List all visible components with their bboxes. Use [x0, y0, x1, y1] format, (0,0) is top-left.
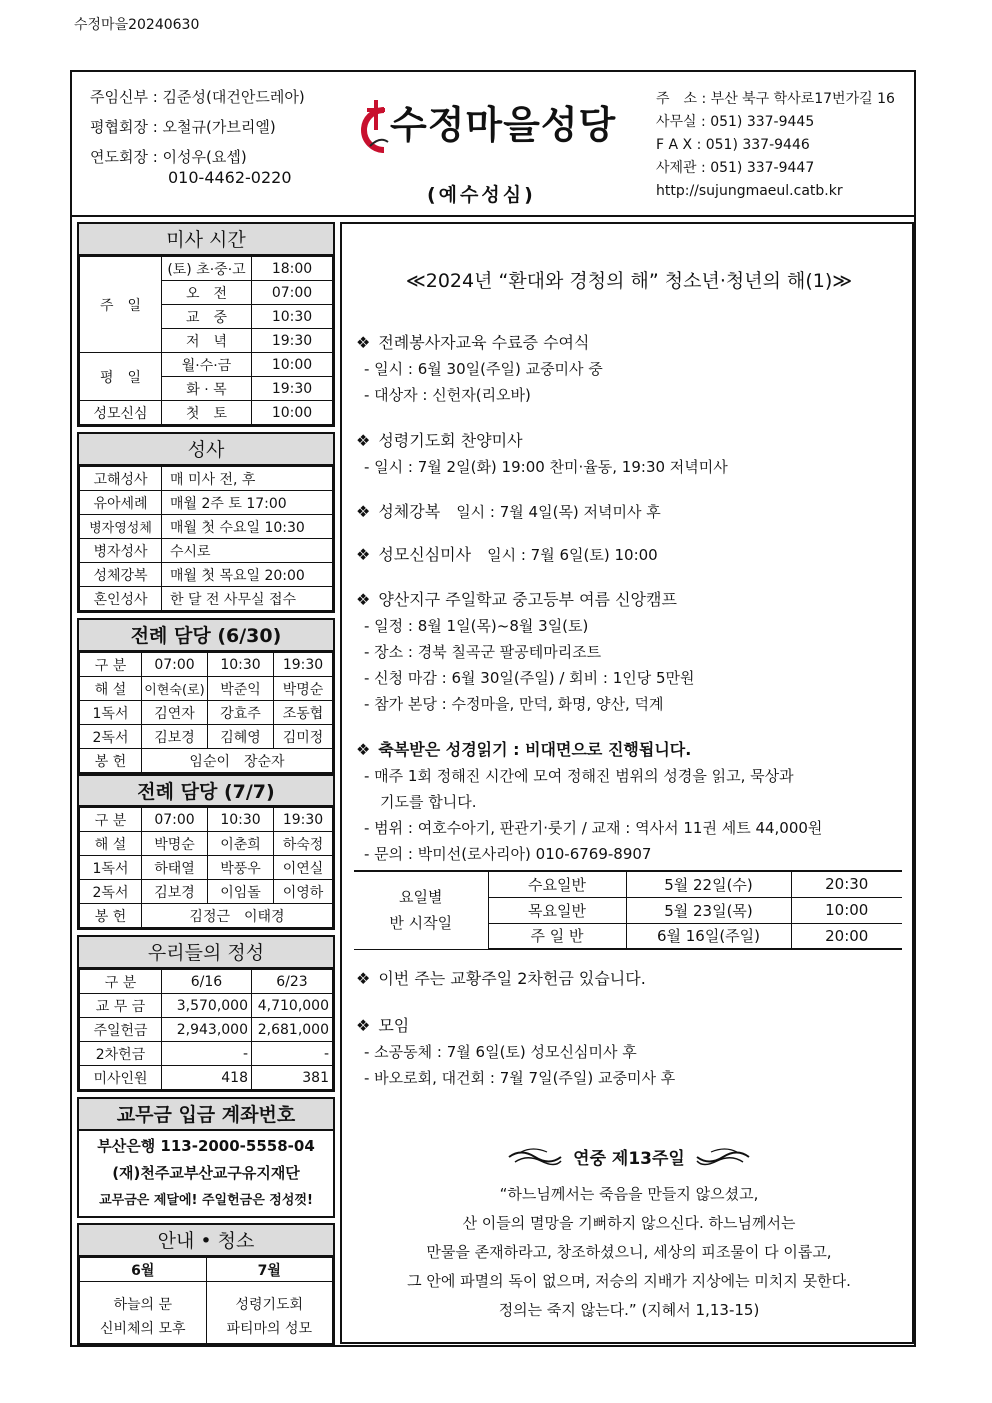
notice-note: 일시 : 7월 4일(목) 저녁미사 후	[456, 503, 661, 521]
offerings-block	[77, 935, 335, 1092]
liturgy-block-0707	[77, 773, 335, 930]
mass-times-title: 미사 시간	[79, 224, 333, 256]
liturgy-person: 조동협	[274, 701, 333, 725]
liturgy-person: 김혜영	[208, 725, 274, 749]
sacrament-name: 병자영성체	[80, 515, 162, 539]
schedule-label	[354, 871, 488, 949]
sunday-title: 연중 제13주일	[573, 1149, 685, 1169]
mass-time: 19:30	[252, 377, 333, 401]
liturgy-role: 2독서	[80, 725, 142, 749]
offering-label: 주일헌금	[80, 1018, 162, 1042]
left-column	[77, 222, 335, 1351]
bullet-icon: ❖	[356, 545, 371, 564]
offering-label: 미사인원	[80, 1066, 162, 1090]
notice-item: - 문의 : 박미선(로사리아) 010-6769-8907	[364, 845, 652, 863]
offerings-title: 우리들의 정성	[79, 937, 333, 969]
quote-line: 만물을 존재하라고, 창조하셨으니, 세상의 피조물이 다 이롭고,	[426, 1242, 832, 1261]
notice-heading: 전례봉사자교육 수료증 수여식	[378, 333, 590, 352]
bullet-icon: ❖	[356, 740, 371, 759]
sacraments-block	[77, 432, 335, 613]
coordinator-phone: 010-4462-0220	[168, 168, 292, 187]
schedule-label-line: 요일별	[399, 888, 443, 907]
notices-panel	[340, 222, 914, 1344]
cleaning-month: 7월	[206, 1258, 333, 1282]
bulletin-header	[72, 72, 914, 217]
mass-times-table	[79, 256, 333, 425]
mass-name: 교 중	[162, 305, 252, 329]
document-id: 수정마을20240630	[74, 17, 200, 33]
sacrament-name: 혼인성사	[80, 587, 162, 611]
liturgy-person: 이임돌	[208, 880, 274, 904]
account-block	[77, 1097, 335, 1218]
mass-name: 저 녁	[162, 329, 252, 353]
notice-note: 일시 : 7월 6일(토) 10:00	[487, 546, 658, 564]
offering-value: 418	[162, 1066, 252, 1090]
offering-value: 2,681,000	[252, 1018, 333, 1042]
mass-name: (토) 초·중·고	[162, 257, 252, 281]
sacrament-value: 한 달 전 사무실 접수	[162, 587, 333, 611]
website-link[interactable]: http://sujungmaeul.catb.kr	[656, 183, 843, 199]
notice-camp	[356, 587, 695, 717]
liturgy-person: 김미정	[274, 725, 333, 749]
liturgy-person: 박명순	[142, 832, 208, 856]
notice-heading: 성령기도회 찬양미사	[378, 431, 523, 450]
schedule-date: 6월 16일(주일)	[626, 923, 791, 949]
liturgy-header: 10:30	[208, 653, 274, 677]
mass-name: 오 전	[162, 281, 252, 305]
pastor-line: 주임신부 : 김준성(대건안드레아)	[90, 88, 305, 106]
notice-second-collection	[356, 966, 646, 992]
fax-number: F A X : 051) 337-9446	[656, 137, 810, 153]
sacrament-value: 수시로	[162, 539, 333, 563]
cleaning-title: 안내 • 청소	[79, 1225, 333, 1257]
offerings-table	[79, 969, 333, 1090]
ornament-right-icon	[695, 1146, 751, 1168]
notice-marian-mass	[356, 542, 658, 568]
sunday-reflection	[342, 1144, 916, 1325]
parish-motto: (예수성심)	[427, 184, 536, 206]
notices-title: ≪2024년 “환대와 경청의 해” 청소년·청년의 해(1)≫	[405, 270, 853, 292]
liturgy-role: 봉 헌	[80, 904, 142, 928]
offering-header: 6/16	[162, 970, 252, 994]
mass-time: 10:00	[252, 401, 333, 425]
schedule-class: 목요일반	[488, 897, 626, 923]
liturgy-header: 구 분	[80, 808, 142, 832]
cleaning-group: 신비체의 모후	[99, 1320, 186, 1337]
sacraments-title: 성사	[79, 434, 333, 466]
cleaning-group: 하늘의 문	[113, 1296, 173, 1313]
sacrament-name: 병자성사	[80, 539, 162, 563]
notice-item: - 일시 : 6월 30일(주일) 교중미사 중	[364, 360, 603, 378]
mass-name: 화 · 목	[162, 377, 252, 401]
schedule-date: 5월 22일(수)	[626, 871, 791, 897]
schedule-class: 주 일 반	[488, 923, 626, 949]
notice-benediction	[356, 499, 661, 525]
account-info	[79, 1131, 333, 1216]
sunday-label: 주 일	[80, 257, 162, 353]
bank-account: 부산은행 113-2000-5558-04	[97, 1137, 315, 1155]
notice-item: - 장소 : 경북 칠곡군 팔공테마리조트	[364, 643, 602, 661]
notice-item: - 범위 : 여호수아기, 판관기·룻기 / 교재 : 역사서 11권 세트 44,000원	[364, 819, 823, 837]
notice-praise-mass	[356, 428, 728, 480]
offering-label: 2차헌금	[80, 1042, 162, 1066]
liturgy-person: 박풍우	[208, 856, 274, 880]
notice-item: - 신청 마감 : 6월 30일(주일) / 회비 : 1인당 5만원	[364, 669, 695, 687]
liturgy-table-0630	[79, 652, 333, 773]
mass-time: 07:00	[252, 281, 333, 305]
offering-value: -	[252, 1042, 333, 1066]
office-phone: 사무실 : 051) 337-9445	[656, 114, 815, 130]
liturgy-header: 07:00	[142, 808, 208, 832]
notice-heading: 성모신심미사	[378, 545, 472, 564]
quote-line: 정의는 죽지 않는다.” (지혜서 1,13-15)	[498, 1300, 760, 1319]
notice-heading: 성체강복	[378, 502, 441, 521]
marian-label: 성모신심	[80, 401, 162, 425]
notice-heading: 이번 주는 교황주일 2차헌금 있습니다.	[378, 969, 646, 988]
liturgy-block-0630	[77, 618, 335, 773]
bullet-icon: ❖	[356, 969, 371, 988]
notice-item: - 바오로회, 대건회 : 7월 7일(주일) 교중미사 후	[364, 1069, 676, 1087]
offering-value: 2,943,000	[162, 1018, 252, 1042]
sacraments-table	[79, 466, 333, 611]
offering-value: 381	[252, 1066, 333, 1090]
sacrament-name: 성체강복	[80, 563, 162, 587]
cleaning-block	[77, 1223, 335, 1346]
liturgy-person: 이현숙(로)	[142, 677, 208, 701]
sacrament-value: 매 미사 전, 후	[162, 467, 333, 491]
liturgy-person: 이춘희	[208, 832, 274, 856]
officers-info	[90, 90, 305, 200]
offering-value: 3,570,000	[162, 994, 252, 1018]
schedule-time: 10:00	[791, 897, 902, 923]
scripture-quote	[342, 1180, 916, 1325]
sacrament-value: 매월 첫 목요일 20:00	[162, 563, 333, 587]
quote-line: “하느님께서는 죽음을 만들지 않으셨고,	[499, 1184, 759, 1203]
sacrament-value: 매월 첫 수요일 10:30	[162, 515, 333, 539]
ornament-left-icon	[507, 1146, 563, 1168]
liturgy-role: 1독서	[80, 701, 142, 725]
notice-item: - 매주 1회 정해진 시간에 모여 정해진 범위의 성경을 읽고, 묵상과	[364, 767, 794, 785]
liturgy-role: 2독서	[80, 880, 142, 904]
notice-heading: 모임	[378, 1016, 410, 1035]
weekday-label: 평 일	[80, 353, 162, 401]
notice-bible-reading	[356, 737, 822, 867]
address: 주 소 : 부산 북구 학사로17번가길 16	[656, 91, 895, 107]
offering-header: 6/23	[252, 970, 333, 994]
schedule-date: 5월 23일(목)	[626, 897, 791, 923]
liturgy-offering: 임순이 장순자	[142, 749, 333, 773]
liturgy-person: 박준익	[208, 677, 274, 701]
notice-item: - 소공동체 : 7월 6일(토) 성모신심미사 후	[364, 1043, 637, 1061]
bullet-icon: ❖	[356, 1016, 371, 1035]
notice-heading: 축복받은 성경읽기 : 비대면으로 진행됩니다.	[378, 740, 692, 759]
liturgy-header: 19:30	[274, 808, 333, 832]
notice-heading: 양산지구 주일학교 중고등부 여름 신앙캠프	[378, 590, 677, 609]
offering-label: 교 무 금	[80, 994, 162, 1018]
notice-training	[356, 330, 603, 408]
notice-meetings	[356, 1013, 675, 1091]
bullet-icon: ❖	[356, 502, 371, 521]
sacrament-name: 고해성사	[80, 467, 162, 491]
mass-name: 월·수·금	[162, 353, 252, 377]
offering-value: -	[162, 1042, 252, 1066]
liturgy-role: 1독서	[80, 856, 142, 880]
account-title: 교무금 입금 계좌번호	[79, 1099, 333, 1131]
account-note: 교무금은 제달에! 주일헌금은 정성껏!	[99, 1193, 313, 1208]
liturgy-person: 하태열	[142, 856, 208, 880]
cleaning-group: 성령기도회	[235, 1296, 304, 1313]
notice-item: - 일정 : 8월 1일(목)~8월 3일(토)	[364, 617, 589, 635]
liturgy-header: 19:30	[274, 653, 333, 677]
liturgy-role: 해 설	[80, 832, 142, 856]
cleaning-group: 파티마의 성모	[226, 1320, 313, 1337]
schedule-label-line: 반 시작일	[389, 914, 453, 933]
liturgy-person: 이연실	[274, 856, 333, 880]
liturgy-role: 봉 헌	[80, 749, 142, 773]
cleaning-table	[79, 1257, 333, 1344]
liturgy-title-0630: 전례 담당 (6/30)	[79, 620, 333, 652]
sacrament-name: 유아세례	[80, 491, 162, 515]
liturgy-header: 10:30	[208, 808, 274, 832]
liturgy-person: 김연자	[142, 701, 208, 725]
bullet-icon: ❖	[356, 431, 371, 450]
bulletin-frame	[70, 70, 916, 1347]
bullet-icon: ❖	[356, 590, 371, 609]
liturgy-header: 07:00	[142, 653, 208, 677]
liturgy-person: 김보경	[142, 725, 208, 749]
schedule-class: 수요일반	[488, 871, 626, 897]
notice-item: - 일시 : 7월 2일(화) 19:00 찬미·율동, 19:30 저녁미사	[364, 458, 728, 476]
schedule-time: 20:00	[791, 923, 902, 949]
liturgy-title-0707: 전례 담당 (7/7)	[79, 775, 333, 807]
mass-time: 10:30	[252, 305, 333, 329]
liturgy-person: 하숙정	[274, 832, 333, 856]
bullet-icon: ❖	[356, 333, 371, 352]
quote-line: 산 이들의 멸망을 기뻐하지 않으신다. 하느님께서는	[462, 1213, 796, 1232]
council-line: 평협회장 : 오철규(가브리엘)	[90, 118, 276, 136]
bible-class-schedule	[354, 870, 902, 950]
account-holder: (재)천주교부산교구유지재단	[112, 1164, 300, 1182]
liturgy-table-0707	[79, 807, 333, 928]
schedule-time: 20:30	[791, 871, 902, 897]
liturgy-person: 이영하	[274, 880, 333, 904]
liturgy-offering: 김정근 이태경	[142, 904, 333, 928]
quote-line: 그 안에 파멸의 독이 없으며, 저승의 지배가 지상에는 미치지 못한다.	[407, 1271, 851, 1290]
mass-name: 첫 토	[162, 401, 252, 425]
liturgy-person: 김보경	[142, 880, 208, 904]
cleaning-month: 6월	[80, 1258, 207, 1282]
rectory-phone: 사제관 : 051) 337-9447	[656, 160, 815, 176]
offering-header: 구 분	[80, 970, 162, 994]
liturgy-person: 강효주	[208, 701, 274, 725]
sacrament-value: 매월 2주 토 17:00	[162, 491, 333, 515]
liturgy-person: 박명순	[274, 677, 333, 701]
mass-time: 10:00	[252, 353, 333, 377]
notice-item: - 참가 본당 : 수정마을, 만덕, 화명, 양산, 덕계	[364, 695, 664, 713]
coordinator-line: 연도회장 : 이성우(요셉)	[90, 148, 247, 166]
mass-time: 18:00	[252, 257, 333, 281]
contact-info	[656, 88, 895, 203]
parish-title: 수정마을성당	[390, 103, 617, 147]
mass-times-block	[77, 222, 335, 427]
mass-time: 19:30	[252, 329, 333, 353]
offering-value: 4,710,000	[252, 994, 333, 1018]
notice-item: - 대상자 : 신헌자(리오바)	[364, 386, 531, 404]
liturgy-role: 해 설	[80, 677, 142, 701]
liturgy-header: 구 분	[80, 653, 142, 677]
notice-item: 기도를 합니다.	[380, 793, 477, 811]
